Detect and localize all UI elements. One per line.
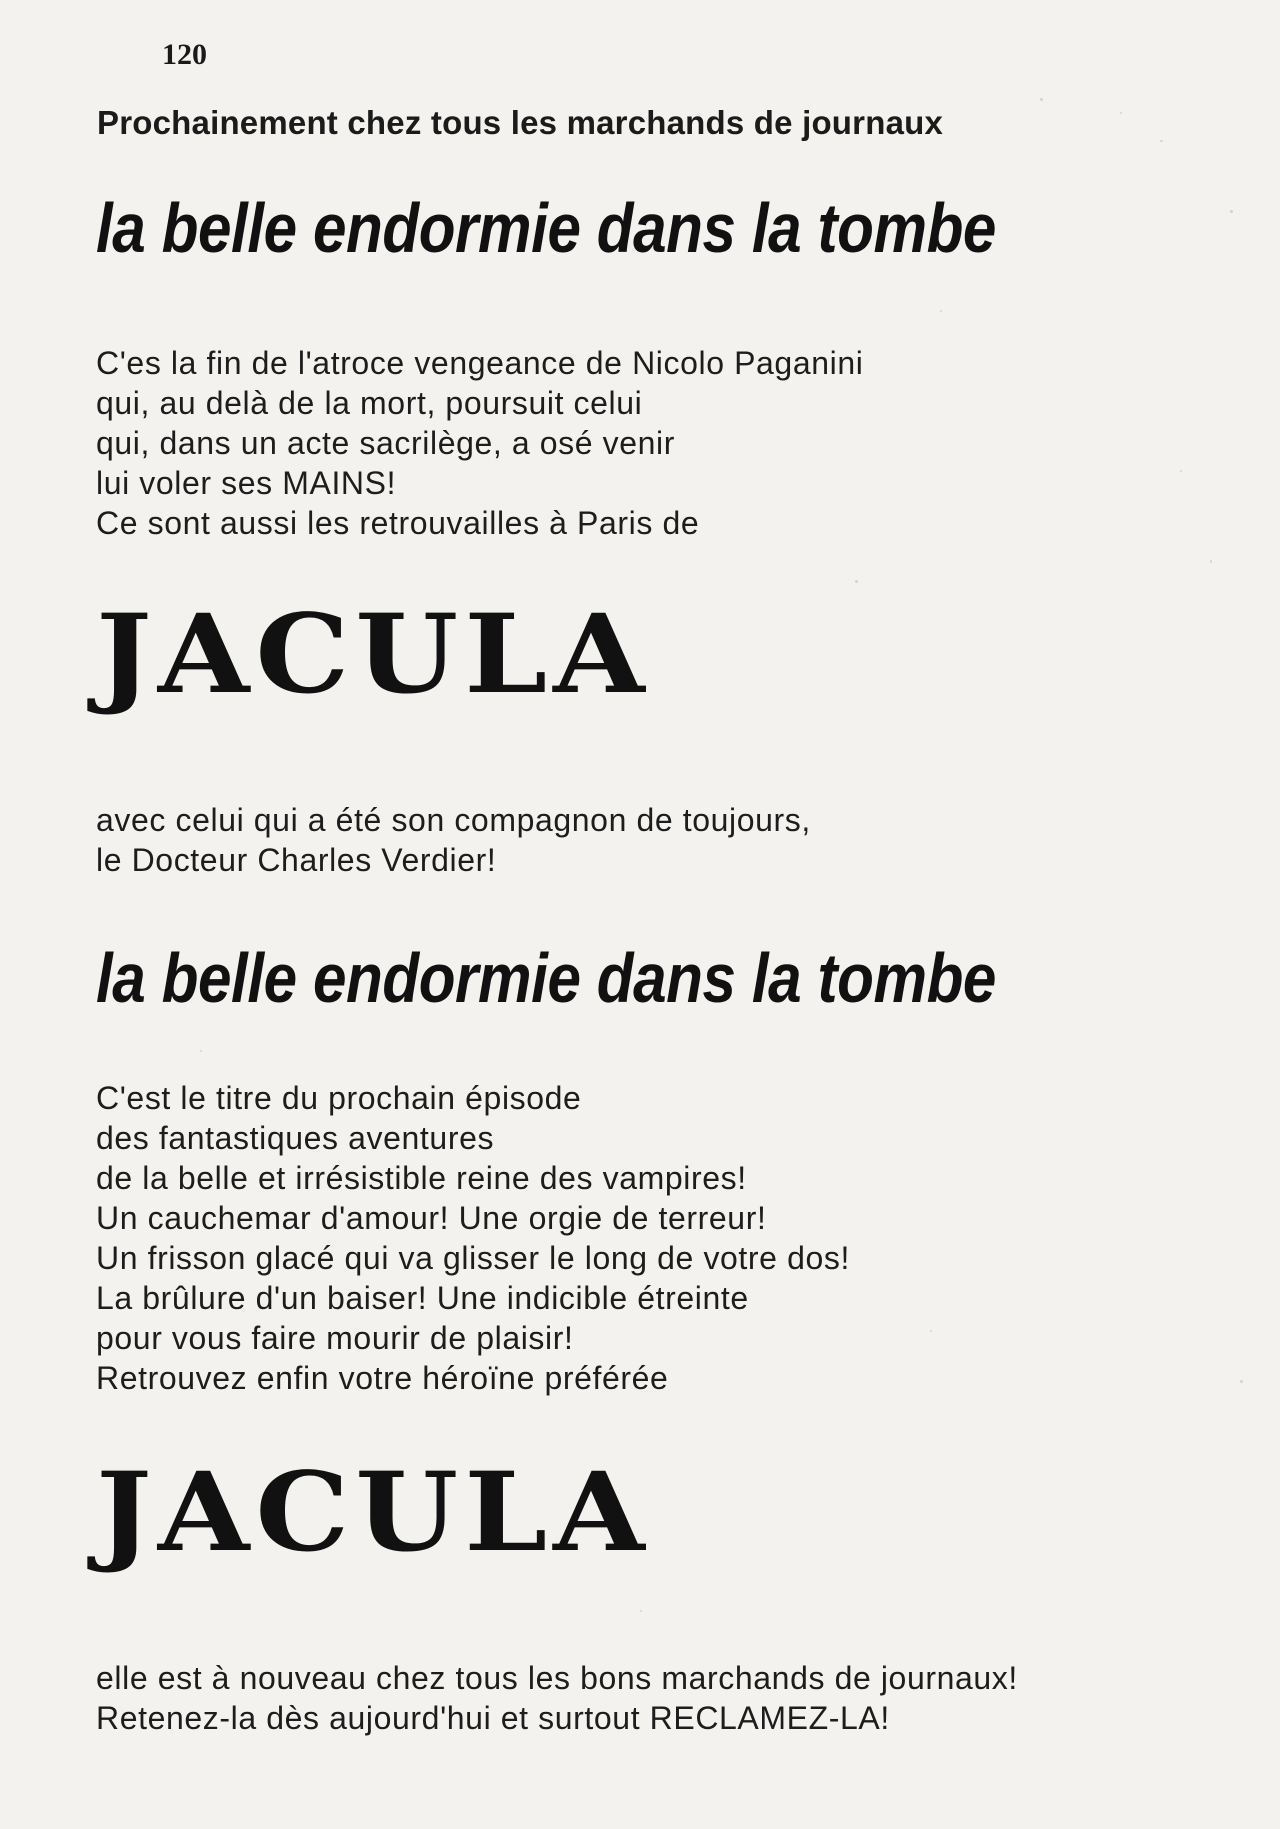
paragraph-3-line: Retrouvez enfin votre héroïne préférée	[96, 1360, 669, 1396]
jacula-logo-2: JACULA	[96, 1447, 651, 1576]
paragraph-3-line: de la belle et irrésistible reine des vampires!	[96, 1160, 747, 1196]
paragraph-3-line: Un cauchemar d'amour! Une orgie de terreur!	[96, 1200, 767, 1236]
page-number: 120	[162, 38, 207, 71]
jacula-logo-1: JACULA	[96, 589, 651, 718]
paragraph-2-line: le Docteur Charles Verdier!	[96, 842, 497, 878]
paragraph-1-line: lui voler ses MAINS!	[96, 465, 397, 501]
paragraph-2-line: avec celui qui a été son compagnon de toujours,	[96, 802, 811, 838]
paragraph-1-line: C'es la fin de l'atroce vengeance de Nicolo Paganini	[96, 345, 864, 381]
paragraph-4-line: Retenez-la dès aujourd'hui et surtout RECLAMEZ-LA!	[96, 1700, 890, 1736]
paragraph-4-line: elle est à nouveau chez tous les bons marchands de journaux!	[96, 1660, 1018, 1696]
paragraph-1	[96, 343, 863, 543]
paragraph-2	[96, 800, 811, 880]
headline-2: la belle endormie dans la tombe	[96, 939, 996, 1017]
paragraph-3-line: des fantastiques aventures	[96, 1120, 495, 1156]
paragraph-3-line: C'est le titre du prochain épisode	[96, 1080, 582, 1116]
paragraph-4	[96, 1658, 1018, 1738]
paragraph-1-line: qui, dans un acte sacrilège, a osé venir	[96, 425, 675, 461]
paragraph-1-line: qui, au delà de la mort, poursuit celui	[96, 385, 643, 421]
paragraph-3-line: Un frisson glacé qui va glisser le long de votre dos!	[96, 1240, 850, 1276]
headline-1: la belle endormie dans la tombe	[96, 189, 996, 267]
paragraph-1-line: Ce sont aussi les retrouvailles à Paris de	[96, 505, 700, 541]
header-announcement: Prochainement chez tous les marchands de journaux	[97, 104, 944, 141]
paragraph-3	[96, 1078, 850, 1398]
paragraph-3-line: La brûlure d'un baiser! Une indicible étreinte	[96, 1280, 749, 1316]
paragraph-3-line: pour vous faire mourir de plaisir!	[96, 1320, 574, 1356]
